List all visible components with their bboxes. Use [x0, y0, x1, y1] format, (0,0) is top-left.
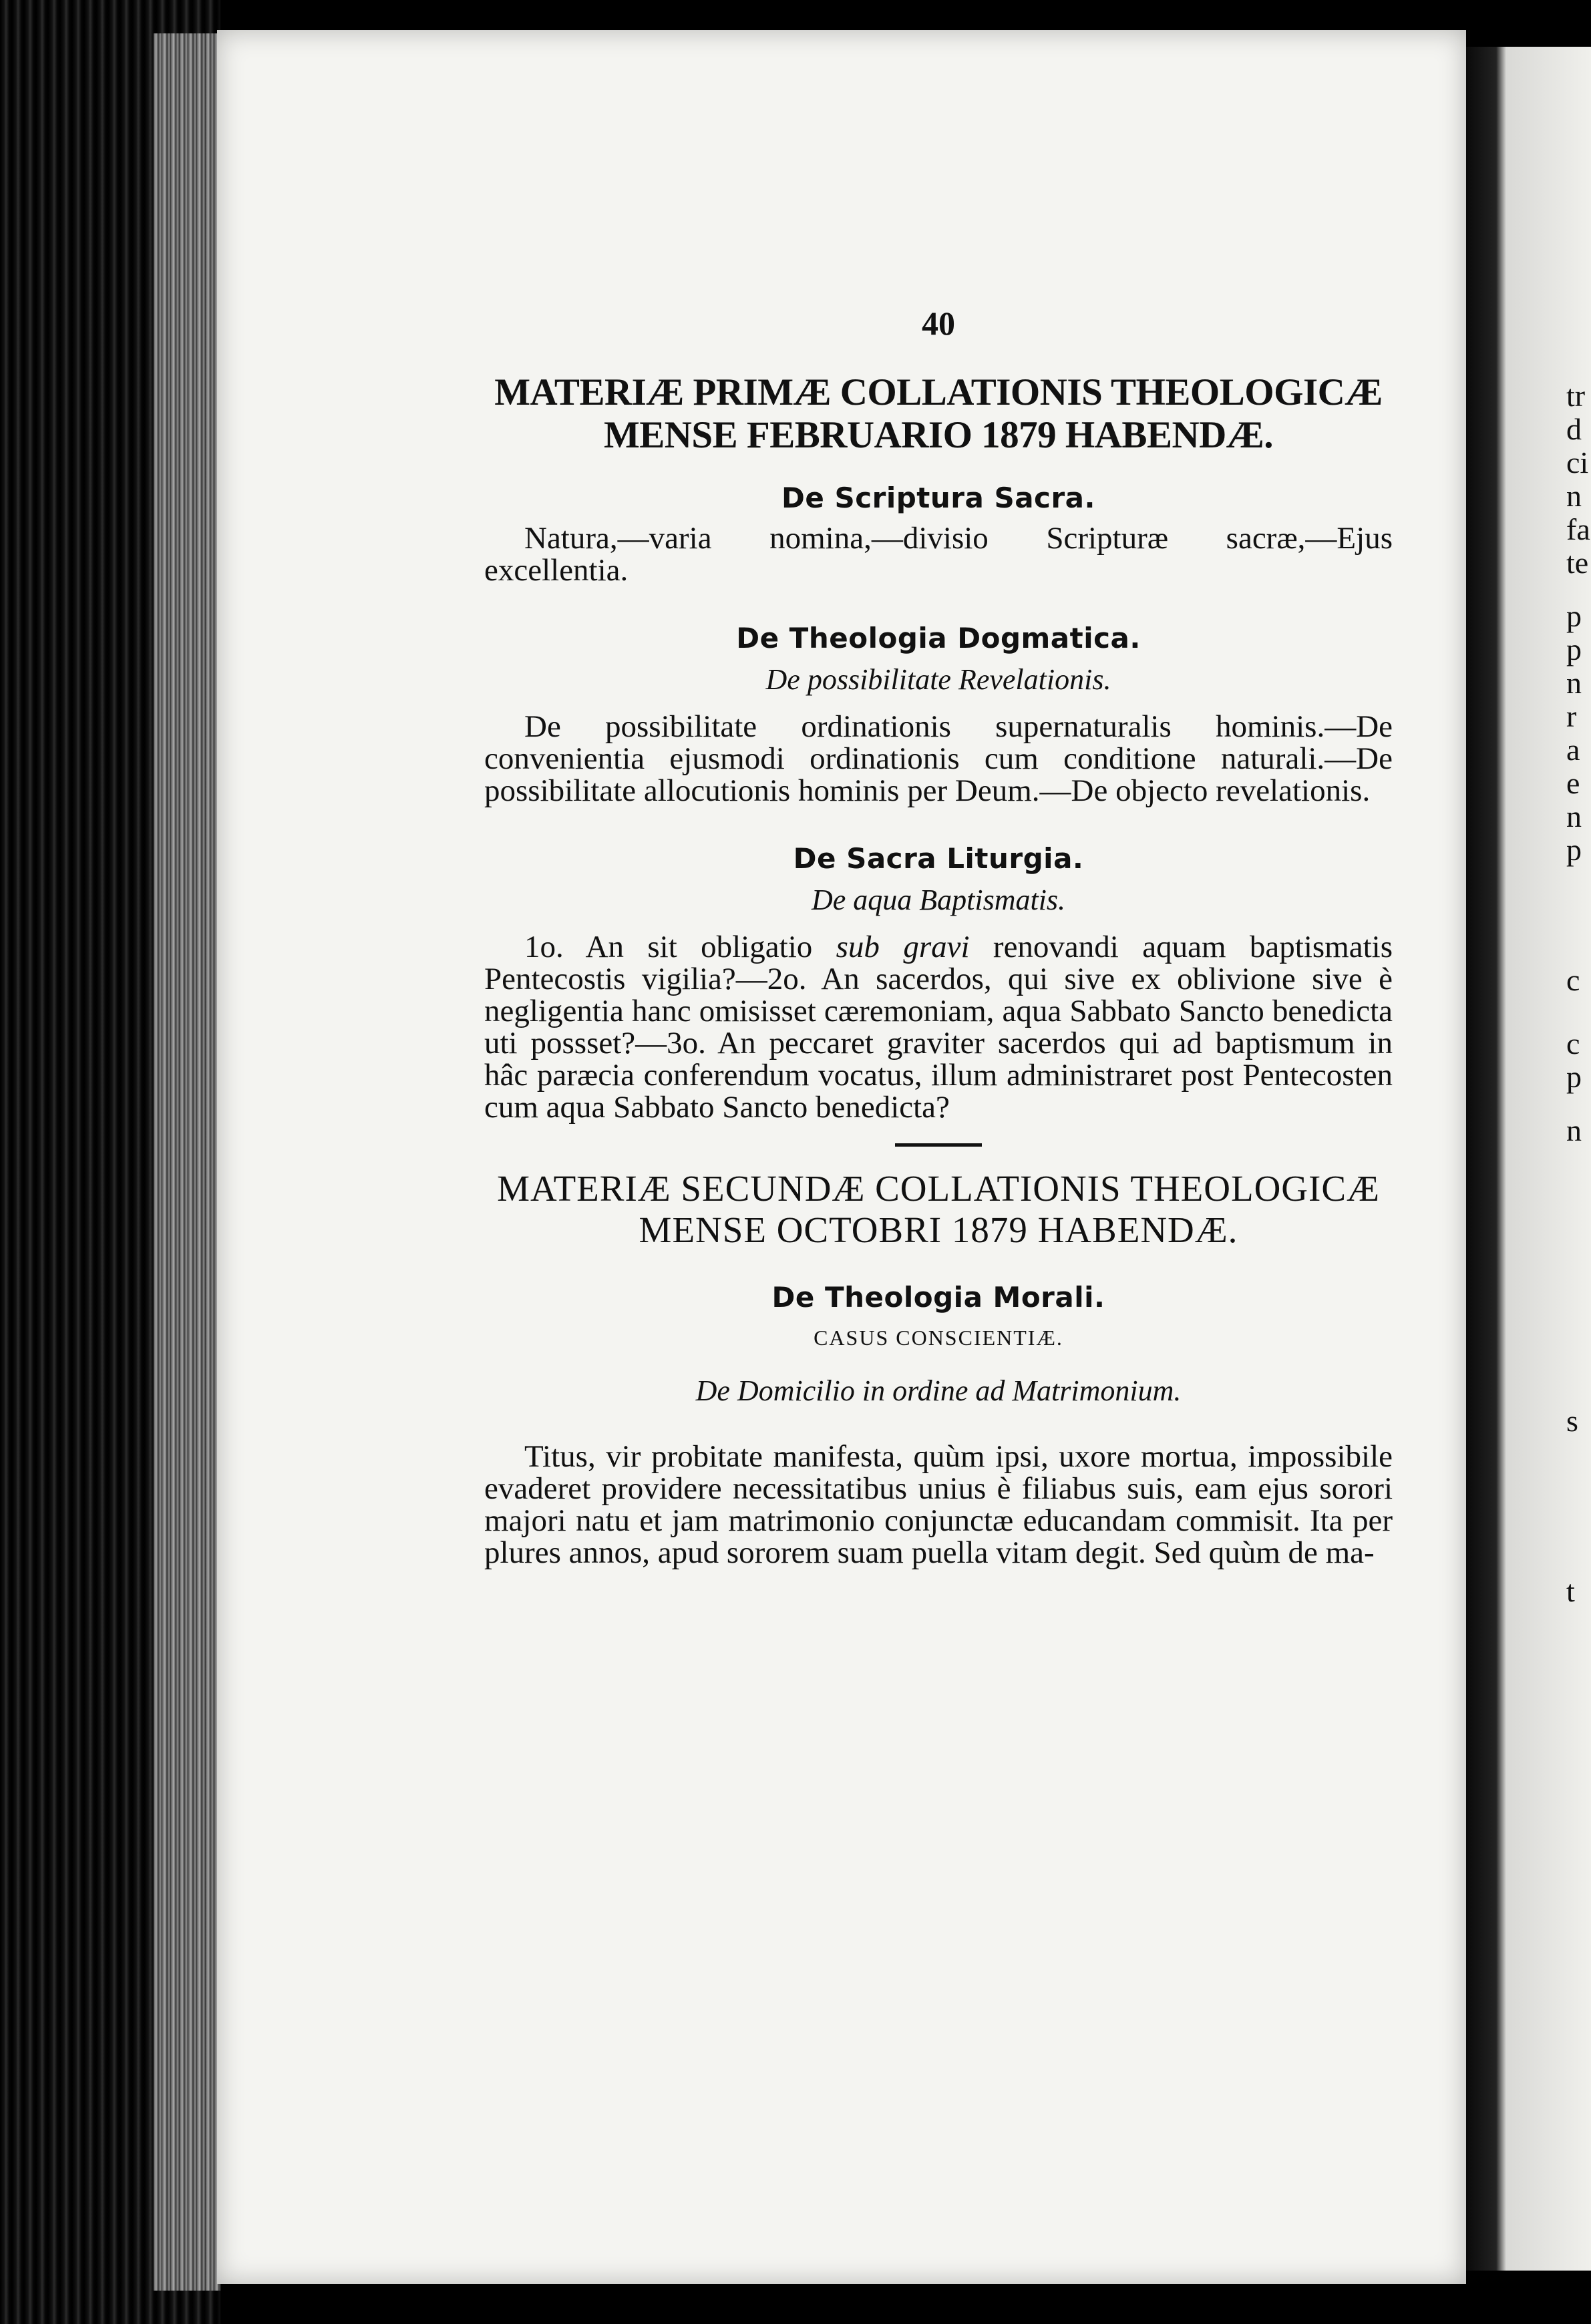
page-number: 40 [922, 305, 955, 342]
facing-fragment: c [1566, 963, 1580, 997]
facing-fragment: te [1566, 546, 1589, 580]
subheading-revelationis: De possibilitate Revelationis. [765, 663, 1111, 696]
facing-fragment: d [1566, 412, 1582, 446]
facing-fragment: p [1566, 632, 1582, 666]
paragraph-dogmatica: De possibilitate ordinationis supernaturalis hominis.—De convenientia ejusmodi ordinationis cum conditione naturali.—De possibilitate allocutionis hominis per Deum.—De objecto revelationis. [484, 709, 1393, 808]
subheading-baptismatis: De aqua Baptismatis. [811, 884, 1066, 916]
facing-fragment: p [1566, 599, 1582, 633]
paragraph-liturgia: 1o. An sit obligatio sub gravi renovandi aquam baptismatis Pentecostis vigilia?—2o. An sacerdos, qui sive ex oblivione sive è negligentia hanc omisisset cæremoniam, aqua Sabbato Sancto benedicta uti possset?—3o. An peccaret graviter sacerdos qui ad baptismum in hâc paræcia conferendum vocatus, illum administraret post Pentecosten cum aqua Sabbato Sancto benedicta? [484, 930, 1393, 1125]
facing-fragment: s [1566, 1404, 1578, 1438]
paragraph-moralis: Titus, vir probitate manifesta, quùm ipsi, uxore mortua, impossibile evaderet providere necessitatibus unius è filiabus suis, eam ejus sorori majori natu et jam matrimonio conjunctæ educandam commisit. Ita per plures annos, apud sororem suam puella vitam degit. Sed quùm de ma- [484, 1439, 1393, 1570]
heading-scriptura: De Scriptura Sacra. [781, 481, 1095, 514]
heading-dogmatica: De Theologia Dogmatica. [736, 622, 1141, 654]
facing-fragment: c [1566, 1026, 1580, 1060]
facing-fragment: p [1566, 833, 1582, 867]
section2-title: MATERIÆ SECUNDÆ COLLATIONIS THEOLOGICÆ MENSE OCTOBRI 1879 HABENDÆ. [497, 1168, 1380, 1250]
facing-fragment: n [1566, 1113, 1582, 1147]
facing-fragment: tr [1566, 379, 1586, 413]
facing-page-strip [1466, 47, 1591, 2271]
casus-label: CASUS CONSCIENTIÆ. [814, 1326, 1063, 1350]
facing-fragment: t [1566, 1574, 1575, 1608]
facing-fragment: n [1566, 799, 1582, 833]
page-edges [154, 33, 220, 2291]
facing-fragment: r [1566, 699, 1577, 733]
facing-fragment: fa [1566, 512, 1590, 546]
section-divider [895, 1143, 982, 1147]
paragraph-scriptura: Natura,—varia nomina,—divisio Scripturæ sacræ,—Ejus excellentia. [484, 521, 1393, 588]
page-content [484, 307, 1393, 1603]
heading-moralis: De Theologia Morali. [771, 1281, 1105, 1314]
heading-liturgia: De Sacra Liturgia. [793, 842, 1084, 875]
facing-fragment: p [1566, 1060, 1582, 1094]
section1-title: MATERIÆ PRIMÆ COLLATIONIS THEOLOGICÆ MENSE FEBRUARIO 1879 HABENDÆ. [494, 371, 1383, 456]
facing-fragment: ci [1566, 445, 1589, 479]
subheading-domicilio: De Domicilio in ordine ad Matrimonium. [695, 1374, 1182, 1407]
facing-fragment: n [1566, 666, 1582, 700]
facing-fragment: a [1566, 733, 1580, 767]
facing-fragment: e [1566, 766, 1580, 800]
facing-fragment: n [1566, 479, 1582, 513]
